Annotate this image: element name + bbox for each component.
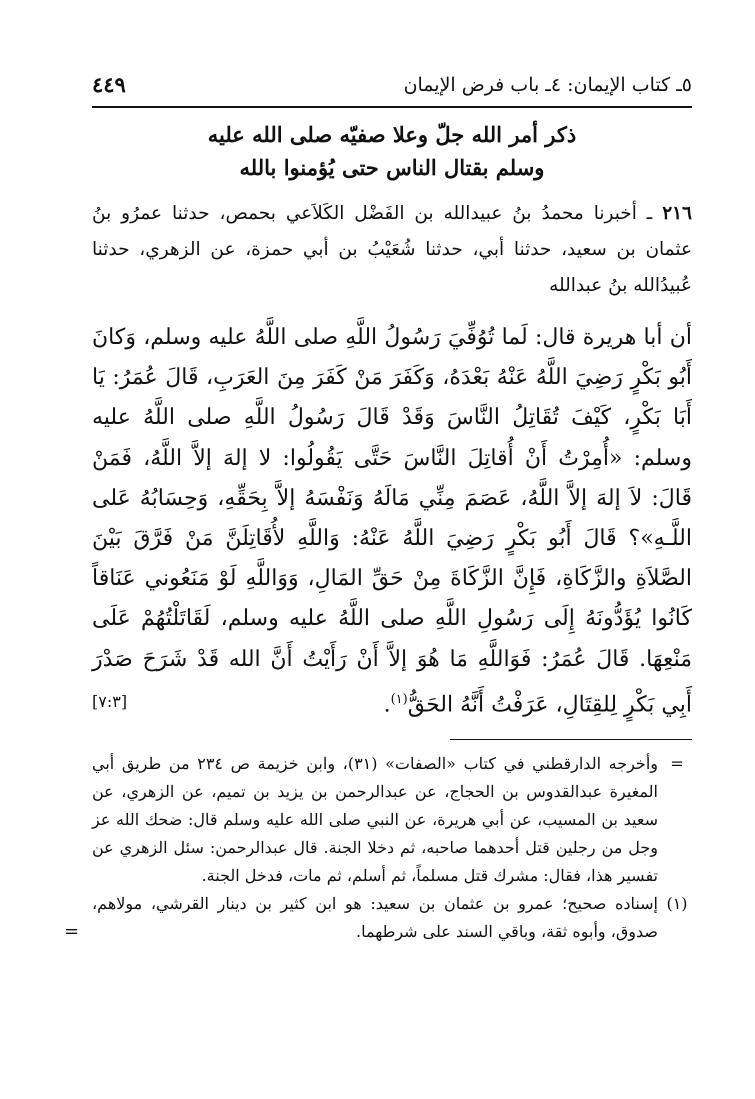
chapter-title-line-1: ذكر أمر الله جلّ وعلا صفيّه صلى الله عليه (207, 122, 577, 147)
footnotes (64, 750, 692, 946)
footnote-continuation-mark: = (64, 921, 80, 942)
hadith-number: ٢١٦ (662, 203, 692, 224)
page-header (92, 70, 692, 104)
footnote-rule (450, 739, 692, 740)
matn-text: أن أبا هريرة قال: لَما تُوُفِّيَ رَسُولُ اللَّهِ صلى اللَّهُ عليه وسلم، وَكانَ أَبُو بَكْرٍ رَضِيَ اللَّهُ عَنْهُ بَعْدَهُ، وَكَفَرَ مَنْ كَفَرَ مِنَ العَرَبِ، قَالَ عُمَرُ: يَا أَبَا بَكْرٍ، كَيْفَ تُقَاتِلُ النَّاسَ وَقَدْ قَالَ رَسُولُ اللَّهِ صلى اللَّهُ عليه وسلم: «أُمِرْتُ أَنْ أُقاتِلَ النَّاسَ حَتَّى يَقُولُوا: لا إلهَ إلاَّ اللَّهُ، فَمَنْ قَالَ: لاَ إلهَ إلاَّ اللَّهُ، عَصَمَ مِنِّي مَالَهُ وَنَفْسَهُ إلاَّ بِحَقِّهِ، وَحِسَابُهُ عَلى اللَّـهِ»؟ قَالَ أَبُو بَكْرٍ رَضِيَ اللَّهُ عَنْهُ: وَاللَّهِ لأُقَاتِلَنَّ مَنْ فَرَّقَ بَيْنَ الصَّلاَةِ والزَّكَاةِ، فَإِنَّ الزَّكَاةَ مِنْ حَقِّ المَالِ، وَوَاللَّهِ لَوْ مَنَعُوني عَنَاقاً كَانُوا يُؤَدُّونَهُ إِلَى رَسُولِ اللَّهِ صلى اللَّهُ عليه وسلم، لَقَاتَلْتُهُمْ عَلَى مَنْعِهَا. قَالَ عُمَرُ: فَوَاللَّهِ مَا هُوَ إلاَّ أَنْ رَأَيْتُ أَنَّ الله قَدْ شَرَحَ صَدْرَ أَبِي بَكْرٍ لِلقِتَالِ، عَرَفْتُ أَنَّهُ الحَقُّ (92, 325, 692, 718)
header-rule (92, 106, 692, 108)
page-number: ٤٤٩ (92, 72, 126, 97)
running-head: ٥ـ كتاب الإيمان: ٤ـ باب فرض الإيمان (403, 74, 692, 96)
footnote-item (64, 890, 692, 946)
footnote-item (92, 750, 692, 890)
hadith-isnad (92, 196, 692, 304)
footnote-marker: (١) (666, 894, 688, 913)
footnote-text: وأخرجه الدارقطني في كتاب «الصفات» (٣١)، وابن خزيمة ص ٢٣٤ من طريق أبي المغيرة عبدالقدوس بن الحجاج، عن عبدالرحمن بن يزيد بن تميم، عن الزهري، عن سعيد بن المسيب، عن أبي هريرة، عن النبي صلى الله عليه وسلم قال: ضحك الله عز وجل من رجلين قتل أحدهما صاحبه، ثم دخلا الجنة. قال عبدالرحمن: سئل الزهري عن تفسير هذا، فقال: مشرك قتل مسلماً، ثم أسلم، ثم مات، فدخل الجنة. (92, 754, 658, 885)
footnote-text: إسناده صحيح؛ عمرو بن عثمان بن سعيد: هو ابن كثير بن دينار القرشي، مولاهم، صدوق، وأبوه ثقة، وباقي السند على شرطهما. (92, 894, 659, 941)
isnad-text: ـ أخبرنا محمدُ بنُ عبيدالله بن الفَضْل الكَلاَعي بحمص، حدثنا عمرُو بنُ عثمان بن سعيد، حدثنا أبي، حدثنا شُعَيْبُ بن أبي حمزة، عن الزهري، حدثنا عُبيدُالله بنُ عبدالله (92, 203, 692, 296)
footnote-reference: (١) (390, 691, 408, 707)
reference-tag: [٧:٣] (92, 691, 128, 711)
chapter-title-line-2: وسلم بقتال الناس حتى يُؤمنوا بالله (239, 155, 545, 180)
hadith-matn: أن أبا هريرة قال: لَما تُوُفِّيَ رَسُولُ اللَّهِ صلى اللَّهُ عليه وسلم، وَكانَ أَبُو بَكْرٍ رَضِيَ اللَّهُ عَنْهُ بَعْدَهُ، وَكَفَرَ مَنْ كَفَرَ مِنَ العَرَبِ، قَالَ عُمَرُ: يَا أَبَا بَكْرٍ، كَيْفَ تُقَاتِلُ النَّاسَ وَقَدْ قَالَ رَسُولُ اللَّهِ صلى اللَّهُ عليه وسلم: «أُمِرْتُ أَنْ أُقاتِلَ النَّاسَ حَتَّى يَقُولُوا: لا إلهَ إلاَّ اللَّهُ، فَمَنْ قَالَ: لاَ إلهَ إلاَّ اللَّهُ، عَصَمَ مِنِّي مَالَهُ وَنَفْسَهُ إلاَّ بِحَقِّهِ، وَحِسَابُهُ عَلى اللَّـهِ»؟ قَالَ أَبُو بَكْرٍ رَضِيَ اللَّهُ عَنْهُ: وَاللَّهِ لأُقَاتِلَنَّ مَنْ فَرَّقَ بَيْنَ الصَّلاَةِ والزَّكَاةِ، فَإِنَّ الزَّكَاةَ مِنْ حَقِّ المَالِ، وَوَاللَّهِ لَوْ مَنَعُوني عَنَاقاً كَانُوا يُؤَدُّونَهُ إِلَى رَسُولِ اللَّهِ صلى اللَّهُ عليه وسلم، لَقَاتَلْتُهُمْ عَلَى مَنْعِهَا. قَالَ عُمَرُ: فَوَاللَّهِ مَا هُوَ إلاَّ أَنْ رَأَيْتُ أَنَّ الله قَدْ شَرَحَ صَدْرَ أَبِي بَكْرٍ لِلقِتَالِ، عَرَفْتُ أَنَّهُ الحَقُّ$^{(١)}$. [٧:٣] (92, 318, 692, 725)
footnote-marker: = (670, 754, 684, 773)
chapter-title (92, 118, 692, 184)
